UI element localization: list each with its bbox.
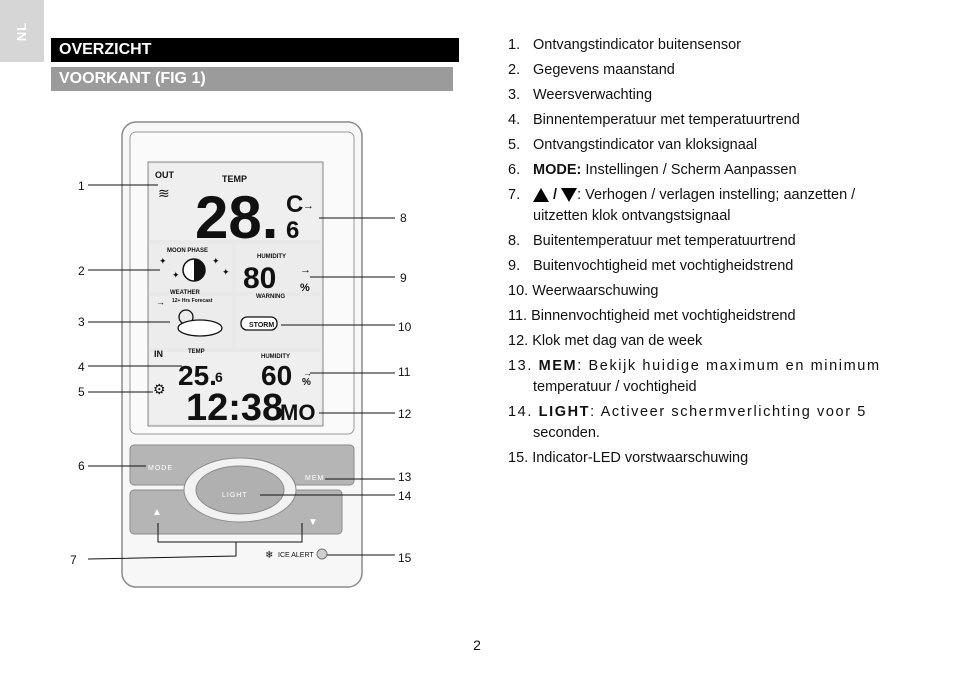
signal-icon: ≋ xyxy=(158,185,170,201)
item-text: Buitentemperatuur met temperatuurtrend xyxy=(533,233,796,249)
list-item xyxy=(508,256,898,277)
list-item xyxy=(508,160,898,181)
item-number: 12. xyxy=(508,333,529,349)
down-triangle-icon xyxy=(561,188,577,202)
lcd-in-humidity-label: HUMIDITY xyxy=(261,354,290,360)
callout-number: 13 xyxy=(398,470,412,484)
up-triangle-icon xyxy=(533,188,549,202)
item-text-continued: seconden. xyxy=(533,425,600,441)
item-number: 11. xyxy=(508,308,528,324)
star-icon: ✦ xyxy=(159,256,167,266)
up-button[interactable]: ▲ xyxy=(152,507,162,518)
item-number: 8. xyxy=(508,233,521,249)
item-number: 9. xyxy=(508,258,521,274)
lcd-out-temp-unit: C xyxy=(286,191,304,218)
component-list xyxy=(508,35,898,473)
callout-number: 2 xyxy=(78,264,85,278)
list-item xyxy=(508,356,898,398)
item-text-continued: temperatuur / vochtigheid xyxy=(533,379,697,395)
item-text: Ontvangstindicator buitensensor xyxy=(533,37,741,53)
star-icon: ✦ xyxy=(172,270,180,280)
list-item xyxy=(508,60,898,81)
callout-number: 5 xyxy=(78,385,85,399)
star-icon: ✦ xyxy=(222,267,230,277)
ice-alert-label: ICE ALERT xyxy=(278,552,314,559)
item-number: 5. xyxy=(508,137,521,153)
lcd-moon-label: MOON PHASE xyxy=(167,248,209,254)
lcd-in-humidity: 60 xyxy=(261,360,293,391)
language-label: NL xyxy=(14,21,30,41)
section-subheading: VOORKANT (FIG 1) xyxy=(51,67,453,91)
trend-arrow-icon: → xyxy=(156,297,165,307)
item-text: Weerwaarschuwing xyxy=(532,283,659,299)
item-text: Indicator-LED vorstwaarschuwing xyxy=(532,450,749,466)
callout-number: 8 xyxy=(400,211,407,225)
list-item xyxy=(508,448,898,469)
lcd-humidity-label: HUMIDITY xyxy=(257,254,286,260)
list-item xyxy=(508,331,898,352)
trend-arrow-icon: → xyxy=(303,200,314,212)
list-item xyxy=(508,135,898,156)
mode-button-label[interactable]: MODE xyxy=(148,465,173,472)
snowflake-icon: ❄ xyxy=(265,550,274,561)
item-text: Gegevens maanstand xyxy=(533,62,675,78)
list-item xyxy=(508,85,898,106)
callout-number: 11 xyxy=(398,365,411,379)
lcd-warning-label: WARNING xyxy=(256,294,285,300)
lcd-out-temp: 28. xyxy=(195,184,279,251)
star-icon: ✦ xyxy=(212,256,220,266)
item-text: : Bekijk huidige maximum en minimum xyxy=(577,358,881,374)
item-number: 7. xyxy=(508,187,521,203)
lcd-in-humidity-percent: % xyxy=(302,377,311,388)
list-item xyxy=(508,231,898,252)
callout-number: 15 xyxy=(398,551,412,565)
lcd-storm-label: STORM xyxy=(249,322,275,329)
list-item xyxy=(508,110,898,131)
item-number: 14. xyxy=(508,404,533,420)
lcd-out-humidity-percent: % xyxy=(300,282,310,294)
light-button-label[interactable]: LIGHT xyxy=(222,492,248,499)
callout-number: 14 xyxy=(398,489,412,503)
lcd-temp-label: TEMP xyxy=(222,174,248,184)
down-button[interactable]: ▼ xyxy=(308,517,318,528)
item-text: Buitenvochtigheid met vochtigheidstrend xyxy=(533,258,794,274)
ice-alert-led xyxy=(317,549,327,559)
item-number: 15. xyxy=(508,450,529,466)
lcd-in-temp-label: TEMP xyxy=(188,349,205,355)
item-keyword: MEM xyxy=(538,358,578,374)
item-number: 2. xyxy=(508,62,521,78)
clock-signal-icon: ⚙ xyxy=(153,381,166,397)
trend-arrow-icon: → xyxy=(303,368,312,378)
item-keyword: MODE: xyxy=(533,162,582,178)
language-tab xyxy=(0,0,44,62)
item-number: 13. xyxy=(508,358,533,374)
item-number: 6. xyxy=(508,162,521,178)
item-number: 1. xyxy=(508,37,521,53)
callout-number: 1 xyxy=(78,179,85,193)
list-item xyxy=(508,281,898,302)
page-number: 2 xyxy=(473,637,481,653)
list-item xyxy=(508,185,898,227)
lcd-in-label: IN xyxy=(154,349,163,359)
list-item xyxy=(508,35,898,56)
lcd-out-temp-decimal: 6 xyxy=(286,217,300,244)
item-number: 3. xyxy=(508,87,521,103)
item-text: : Verhogen / verlagen instelling; aanzetten / xyxy=(577,187,856,203)
item-text: Instellingen / Scherm Aanpassen xyxy=(581,162,797,178)
item-number: 10. xyxy=(508,283,529,299)
lcd-in-temp: 25. xyxy=(178,360,217,391)
lcd-forecast-label: 12+ Hrs Forecast xyxy=(172,298,213,304)
callout-number: 4 xyxy=(78,360,85,374)
weather-station-figure xyxy=(60,110,430,590)
item-text: Binnentemperatuur met temperatuurtrend xyxy=(533,112,800,128)
callout-number: 6 xyxy=(78,459,85,473)
item-text: Klok met dag van de week xyxy=(532,333,703,349)
device-illustration xyxy=(60,110,430,590)
item-text: Weersverwachting xyxy=(533,87,653,103)
section-heading: OVERZICHT xyxy=(51,38,459,62)
list-item xyxy=(508,306,898,327)
callout-number: 7 xyxy=(70,553,77,567)
cloud-icon xyxy=(178,320,222,336)
mem-button-label[interactable]: MEM xyxy=(305,475,325,482)
callout-number: 10 xyxy=(398,320,412,334)
item-text-continued: uitzetten klok ontvangstsignaal xyxy=(533,208,731,224)
list-item xyxy=(508,402,898,444)
lcd-in-temp-decimal: 6 xyxy=(215,369,223,385)
item-text: Ontvangstindicator van kloksignaal xyxy=(533,137,758,153)
lcd-weekday: MO xyxy=(280,400,316,425)
callout-number: 12 xyxy=(398,407,412,421)
callout-number: 9 xyxy=(400,271,407,285)
lcd-clock: 12:38 xyxy=(186,387,284,429)
item-keyword: / xyxy=(553,187,558,203)
lcd-out-label: OUT xyxy=(155,170,174,180)
item-keyword: LIGHT xyxy=(538,404,591,420)
trend-arrow-icon: → xyxy=(300,264,311,276)
item-number: 4. xyxy=(508,112,521,128)
light-button[interactable] xyxy=(196,466,284,514)
callout-number: 3 xyxy=(78,315,85,329)
lcd-out-humidity: 80 xyxy=(243,262,277,295)
item-text: : Activeer schermverlichting voor 5 xyxy=(590,404,867,420)
item-text: Binnenvochtigheid met vochtigheidstrend xyxy=(531,308,796,324)
lcd-weather-label: WEATHER xyxy=(170,290,200,296)
